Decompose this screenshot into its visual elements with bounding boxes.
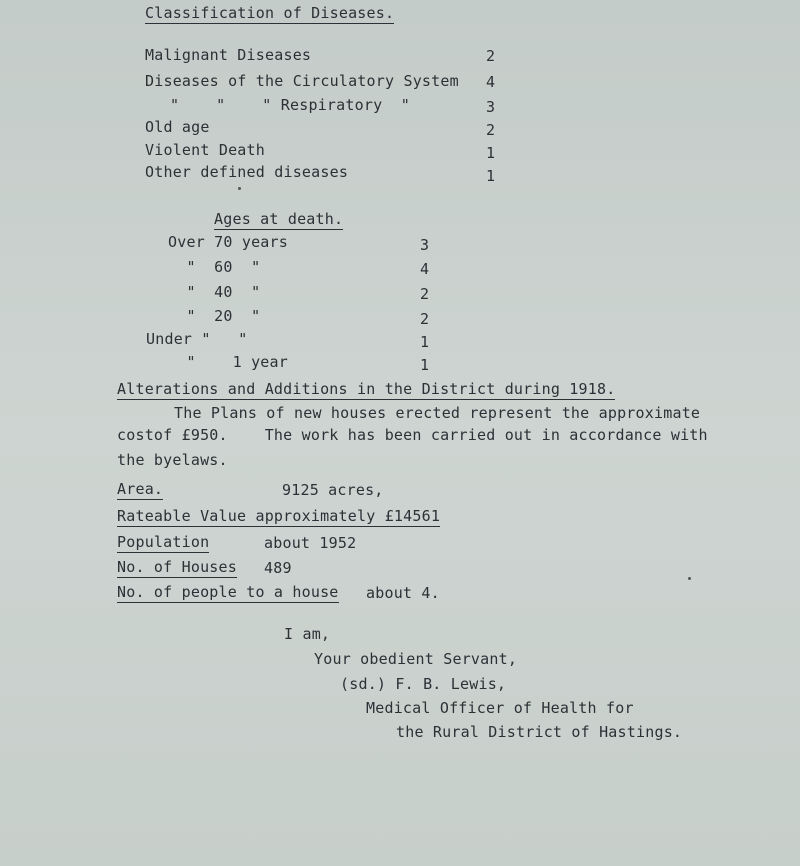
houses-value: 489 (264, 559, 292, 577)
people-per-house-value: about 4. (366, 584, 440, 602)
speck-mark-2 (688, 577, 691, 580)
disease-label-respiratory: " " " Respiratory " (170, 96, 410, 114)
disease-label-other: Other defined diseases (145, 163, 349, 181)
alterations-line-3: the byelaws. (117, 451, 228, 469)
age-count-over-70: 3 (420, 236, 430, 254)
disease-count-circulatory: 4 (486, 73, 496, 91)
disease-count-malignant: 2 (486, 47, 496, 65)
disease-label-old-age: Old age (145, 118, 210, 136)
area-value: 9125 acres, (282, 481, 384, 499)
age-label-over-40: " 40 " (168, 283, 261, 301)
signoff-title: Medical Officer of Health for (366, 699, 634, 717)
alterations-line-2: costof £950. The work has been carried out in accordance with (117, 426, 708, 444)
age-count-under-1: 1 (420, 356, 430, 374)
age-label-over-20: " 20 " (168, 307, 261, 325)
disease-label-circulatory: Diseases of the Circulatory System (145, 72, 459, 90)
age-label-under-1: " 1 year (168, 353, 288, 371)
diseases-heading: Classification of Diseases. (145, 4, 395, 22)
signoff-servant: Your obedient Servant, (314, 650, 518, 668)
alterations-heading: Alterations and Additions in the District during 1918. (117, 380, 616, 398)
disease-count-other: 1 (486, 167, 496, 185)
age-count-over-60: 4 (420, 260, 430, 278)
age-label-under-20: Under " " (146, 330, 248, 348)
people-per-house-label: No. of people to a house (117, 583, 339, 601)
age-count-over-40: 2 (420, 285, 430, 303)
signoff-district: the Rural District of Hastings. (396, 723, 683, 741)
age-count-over-20: 2 (420, 310, 430, 328)
speck-mark (238, 187, 241, 190)
disease-count-respiratory: 3 (486, 98, 496, 116)
age-label-over-60: " 60 " (168, 258, 261, 276)
ages-heading: Ages at death. (214, 210, 344, 228)
houses-label: No. of Houses (117, 558, 237, 576)
age-label-over-70: Over 70 years (168, 233, 288, 251)
alterations-line-1: The Plans of new houses erected represent the approximate (174, 404, 701, 422)
disease-count-old-age: 2 (486, 121, 496, 139)
population-value: about 1952 (264, 534, 357, 552)
area-label: Area. (117, 480, 164, 498)
rateable-value: Rateable Value approximately £14561 (117, 507, 441, 525)
disease-count-violent-death: 1 (486, 144, 496, 162)
signoff-i-am: I am, (284, 625, 331, 643)
disease-label-violent-death: Violent Death (145, 141, 265, 159)
signoff-signature: (sd.) F. B. Lewis, (340, 675, 507, 693)
age-count-under-20: 1 (420, 333, 430, 351)
population-label: Population (117, 533, 210, 551)
disease-label-malignant: Malignant Diseases (145, 46, 312, 64)
